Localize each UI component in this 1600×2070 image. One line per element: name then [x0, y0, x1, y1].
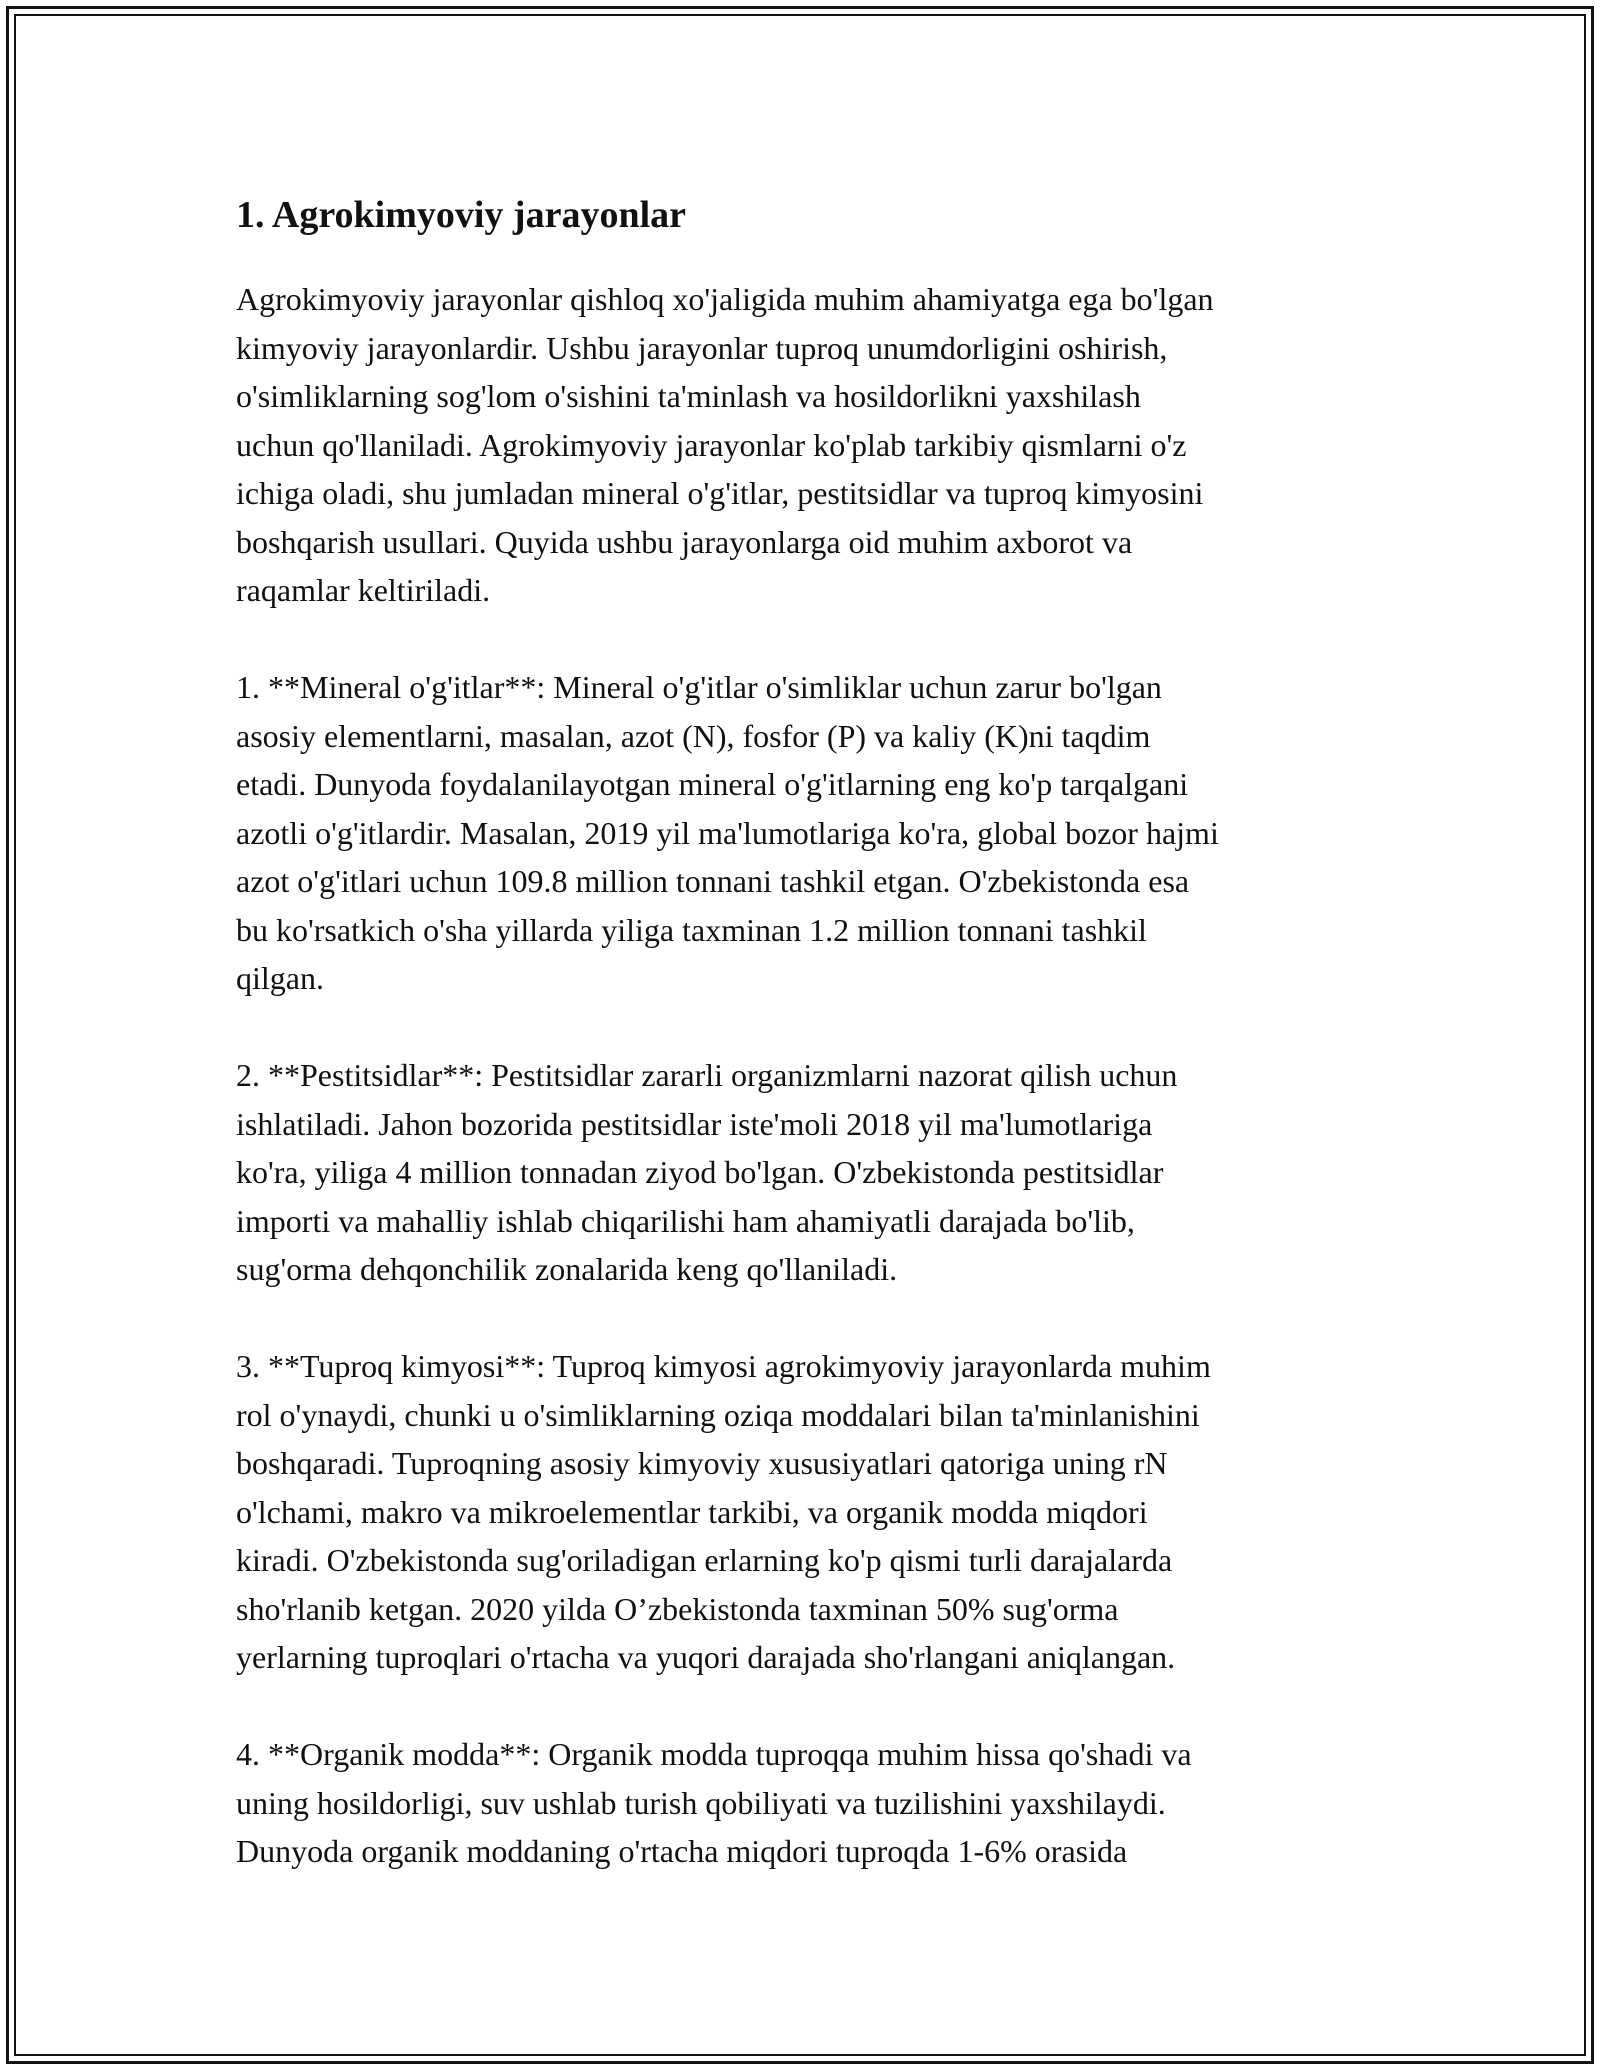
paragraph	[236, 1342, 1386, 1682]
text-line: o'simliklarning sog'lom o'sishini ta'minlash va hosildorlikni yaxshilash	[236, 378, 1141, 414]
paragraph	[236, 1051, 1386, 1294]
text-line: 3. **Tuproq kimyosi**: Tuproq kimyosi agrokimyoviy jarayonlarda muhim	[236, 1348, 1211, 1384]
text-line: ishlatiladi. Jahon bozorida pestitsidlar iste'moli 2018 yil ma'lumotlariga	[236, 1105, 1153, 1142]
text-line: sug'orma dehqonchilik zonalarida keng qo'llaniladi.	[236, 1251, 898, 1287]
text-line: asosiy elementlarni, masalan, azot (N), fosfor (P) va kaliy (K)ni taqdim	[236, 717, 1151, 754]
text-line: sho'rlanib ketgan. 2020 yilda O’zbekistonda taxminan 50% sug'orma	[236, 1590, 1119, 1627]
text-line: azotli o'g'itlardir. Masalan, 2019 yil ma'lumotlariga ko'ra, global bozor hajmi	[236, 814, 1219, 851]
text-line: 2. **Pestitsidlar**: Pestitsidlar zararli organizmlarni nazorat qilish uchun	[236, 1057, 1178, 1093]
text-line: importi va mahalliy ishlab chiqarilishi ham ahamiyatli darajada bo'lib,	[236, 1202, 1135, 1239]
text-line: kiradi. O'zbekistonda sug'oriladigan erlarning ko'p qismi turli darajalarda	[236, 1542, 1173, 1578]
document-body	[236, 183, 1386, 1876]
paragraph	[236, 1730, 1386, 1876]
text-line: rol o'ynaydi, chunki u o'simliklarning oziqa moddalari bilan ta'minlanishini	[236, 1396, 1200, 1433]
section-heading: 1. Agrokimyoviy jarayonlar	[236, 194, 687, 236]
text-line: kimyoviy jarayonlardir. Ushbu jarayonlar tuproq unumdorligini oshirish,	[236, 329, 1168, 366]
text-line: bu ko'rsatkich o'sha yillarda yiliga taxminan 1.2 million tonnani tashkil	[236, 911, 1147, 948]
paragraph	[236, 275, 1386, 615]
text-line: boshqaradi. Tuproqning asosiy kimyoviy xususiyatlari qatoriga uning rN	[236, 1445, 1168, 1481]
text-line: ko'ra, yiliga 4 million tonnadan ziyod bo'lgan. O'zbekistonda pestitsidlar	[236, 1154, 1164, 1190]
text-line: 1. **Mineral o'g'itlar**: Mineral o'g'itlar o'simliklar uchun zarur bo'lgan	[236, 669, 1162, 705]
text-line: Dunyoda organik moddaning o'rtacha miqdori tuproqda 1-6% orasida	[236, 1833, 1128, 1869]
text-line: raqamlar keltiriladi.	[236, 572, 491, 608]
text-line: yerlarning tuproqlari o'rtacha va yuqori darajada sho'rlangani aniqlangan.	[236, 1639, 1176, 1675]
text-line: Agrokimyoviy jarayonlar qishloq xo'jaligida muhim ahamiyatga ega bo'lgan	[236, 281, 1214, 317]
text-line: azot o'g'itlari uchun 109.8 million tonnani tashkil etgan. O'zbekistonda esa	[236, 863, 1190, 899]
text-line: etadi. Dunyoda foydalanilayotgan mineral o'g'itlarning eng ko'p tarqalgani	[236, 766, 1189, 802]
paragraph-list	[236, 275, 1386, 1876]
text-line: ichiga oladi, shu jumladan mineral o'g'itlar, pestitsidlar va tuproq kimyosini	[236, 475, 1204, 511]
text-line: qilgan.	[236, 960, 324, 996]
text-line: boshqarish usullari. Quyida ushbu jarayonlarga oid muhim axborot va	[236, 523, 1133, 560]
text-line: o'lchami, makro va mikroelementlar tarkibi, va organik modda miqdori	[236, 1493, 1148, 1530]
text-line: 4. **Organik modda**: Organik modda tuproqqa muhim hissa qo'shadi va	[236, 1736, 1192, 1772]
text-line: uchun qo'llaniladi. Agrokimyoviy jarayonlar ko'plab tarkibiy qismlarni o'z	[236, 426, 1187, 463]
text-line: uning hosildorligi, suv ushlab turish qobiliyati va tuzilishini yaxshilaydi.	[236, 1784, 1166, 1821]
paragraph	[236, 663, 1386, 1003]
